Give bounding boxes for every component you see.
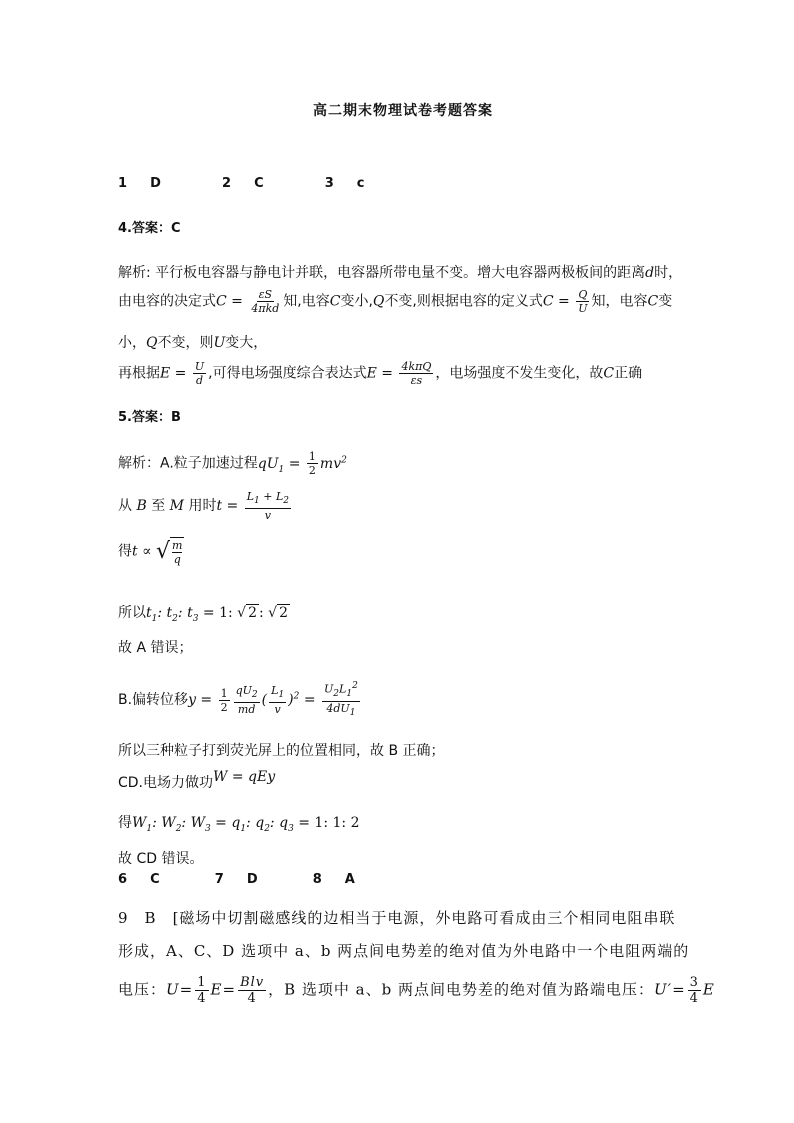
q5-text: 从 <box>118 498 132 515</box>
q4-text: 不变，则 <box>157 335 214 351</box>
answer-letter: C <box>150 872 160 887</box>
q5-line10: 故 CD 错误。 <box>118 851 204 867</box>
answer-num: 7 <box>214 872 224 887</box>
answer-row-2 <box>118 872 355 887</box>
q5-line7: 所以三种粒子打到荧光屏上的位置相同，故 B 正确； <box>118 743 445 759</box>
q4-text: 知，电容 <box>591 293 648 310</box>
q9-line2: 形成，A、C、D 选项中 a、b 两点间电势差的绝对值为外电路中一个电阻两端的 <box>118 942 690 960</box>
q4-text: 不变,则根据电容的定义式 <box>384 293 543 310</box>
answer-num: 3 <box>324 176 334 191</box>
q9-line3: 电压：U= $\frac{1}{4}$ E= $\frac{\text{Blv}}{4}$ ，B 选项中 a、b 两点间电势差的绝对值为路端电压：U′= $\frac{3}{4}$ E <box>118 975 715 1006</box>
q4-text: 解析: 平行板电容器与静电计并联，电容器所带电量不变。增大电容器两极板间的距离 <box>118 265 646 281</box>
q4-text: 变 <box>658 293 673 310</box>
q5-text: CD.电场力做功 <box>118 775 214 791</box>
q9-text: 电压： <box>118 980 167 999</box>
q5-line9: 得$W_1$: $W_2$: $W_3 = q_1$: $q_2$: $q_3 = 1$: 1: 2 <box>118 815 360 834</box>
answer-row-1 <box>118 176 365 191</box>
q5-text: 至 <box>151 498 166 515</box>
q4-text: ,可得电场强度综合表达式 <box>208 365 367 382</box>
q4-text: 知,电容 <box>283 293 330 310</box>
q4-heading: 4.答案：C <box>118 221 181 236</box>
answer-letter: D <box>246 872 258 887</box>
q5-heading: 5.答案：B <box>118 410 181 425</box>
q4-text: 变小, <box>340 293 373 310</box>
q5-text: 得 <box>118 815 132 831</box>
fraction: $\frac{1}{4}$ <box>197 975 207 1006</box>
q4-line1 <box>118 262 682 282</box>
formula-capacitance: C = <box>216 293 248 310</box>
q4-line2: 由电容的决定式C = $\frac{\varepsilon S}{\text{4πkd}}$ 知,电容C变小,Q不变,则根据电容的定义式C = $\frac{Q}{U}$ 知，电容C变 <box>118 288 673 315</box>
page-title: 高二期末物理试卷考题答案 <box>313 103 493 119</box>
answer-letter: C <box>254 176 264 191</box>
q5-line6: B.偏转位移y = $\frac{1}{2}$ $\frac{qU_2}{md}$ ( $\frac{L_1}{v}$ )$^2$ = $\frac{U_2L_1^2}{4dU_1}$ <box>118 681 358 719</box>
q4-text: 变大， <box>225 335 268 351</box>
answer-letter: A <box>344 872 355 887</box>
fraction: $\frac{\text{4kπQ}}{\varepsilon s}$ <box>401 360 432 387</box>
q5-line3: 得t ∝ √ $\frac{m}{q}$ <box>118 539 183 566</box>
square-root: √ $\frac{m}{q}$ <box>156 539 183 566</box>
q5-text: B.偏转位移 <box>118 692 189 709</box>
q5-text: 得 <box>118 543 132 560</box>
q4-text: 小， <box>118 335 146 351</box>
q5-line8: CD.电场力做功W = qEy <box>118 769 276 791</box>
fraction: $\frac{1}{2}$ <box>308 450 316 477</box>
answer-num: 6 <box>118 872 128 887</box>
fraction: $\frac{qU_2}{md}$ <box>235 683 258 717</box>
fraction: $\frac{U}{d}$ <box>194 360 205 387</box>
answer-num: 1 <box>118 176 128 191</box>
q4-text: 正确 <box>614 365 643 382</box>
answer-letter: D <box>150 176 161 191</box>
q9-line1: 9 B [磁场中切割磁感线的边相当于电源，外电路可看成由三个相同电阻串联 <box>118 909 676 927</box>
q4-line4: 再根据E = $\frac{U}{d}$ ,可得电场强度综合表达式E = $\frac{\text{4kπQ}}{\varepsilon s}$ ，电场强度不发生变化，故C正确 <box>118 360 643 387</box>
q9-text: ，B 选项中 a、b 两点间电势差的绝对值为路端电压： <box>268 980 654 999</box>
q4-text: ，电场强度不发生变化，故 <box>435 365 604 382</box>
fraction: $\frac{U_2L_1^2}{4dU_1}$ <box>324 681 358 719</box>
fraction: $\frac{\text{Blv}}{4}$ <box>240 975 265 1006</box>
q5-text: 用时 <box>188 498 217 515</box>
fraction: $\frac{3}{4}$ <box>689 975 699 1006</box>
answer-num: 2 <box>221 176 232 191</box>
q5-line4: 所以$t_1$: $t_2$: $t_3 = 1$: √ 2 : √ 2 <box>118 605 289 624</box>
answer-num: 8 <box>312 872 322 887</box>
q5-line5: 故 A 错误； <box>118 640 193 656</box>
fraction: $\frac{L_1 + L_2}{v}$ <box>246 490 290 523</box>
q5-text: 解析：A.粒子加速过程 <box>118 455 258 472</box>
fraction: $\frac{Q}{U}$ <box>578 288 588 315</box>
answer-letter: c <box>356 176 365 191</box>
q5-line2: 从 B 至 M 用时t = $\frac{L_1 + L_2}{v}$ <box>118 490 290 523</box>
q5-line1: 解析：A.粒子加速过程$qU_1$ = $\frac{1}{2}$ $mv^2$ <box>118 450 347 477</box>
q4-var: d <box>645 265 655 281</box>
q4-text: 由电容的决定式 <box>118 293 216 310</box>
q4-line3: 小，Q不变，则U变大， <box>118 335 268 351</box>
q5-text: 所以 <box>118 605 146 621</box>
fraction: $\frac{\varepsilon S}{\text{4πkd}}$ <box>251 288 280 315</box>
fraction: $\frac{L_1}{v}$ <box>271 683 285 717</box>
fraction: $\frac{1}{2}$ <box>220 686 228 714</box>
q4-text: 时， <box>654 265 683 281</box>
q4-text: 再根据 <box>118 365 160 382</box>
